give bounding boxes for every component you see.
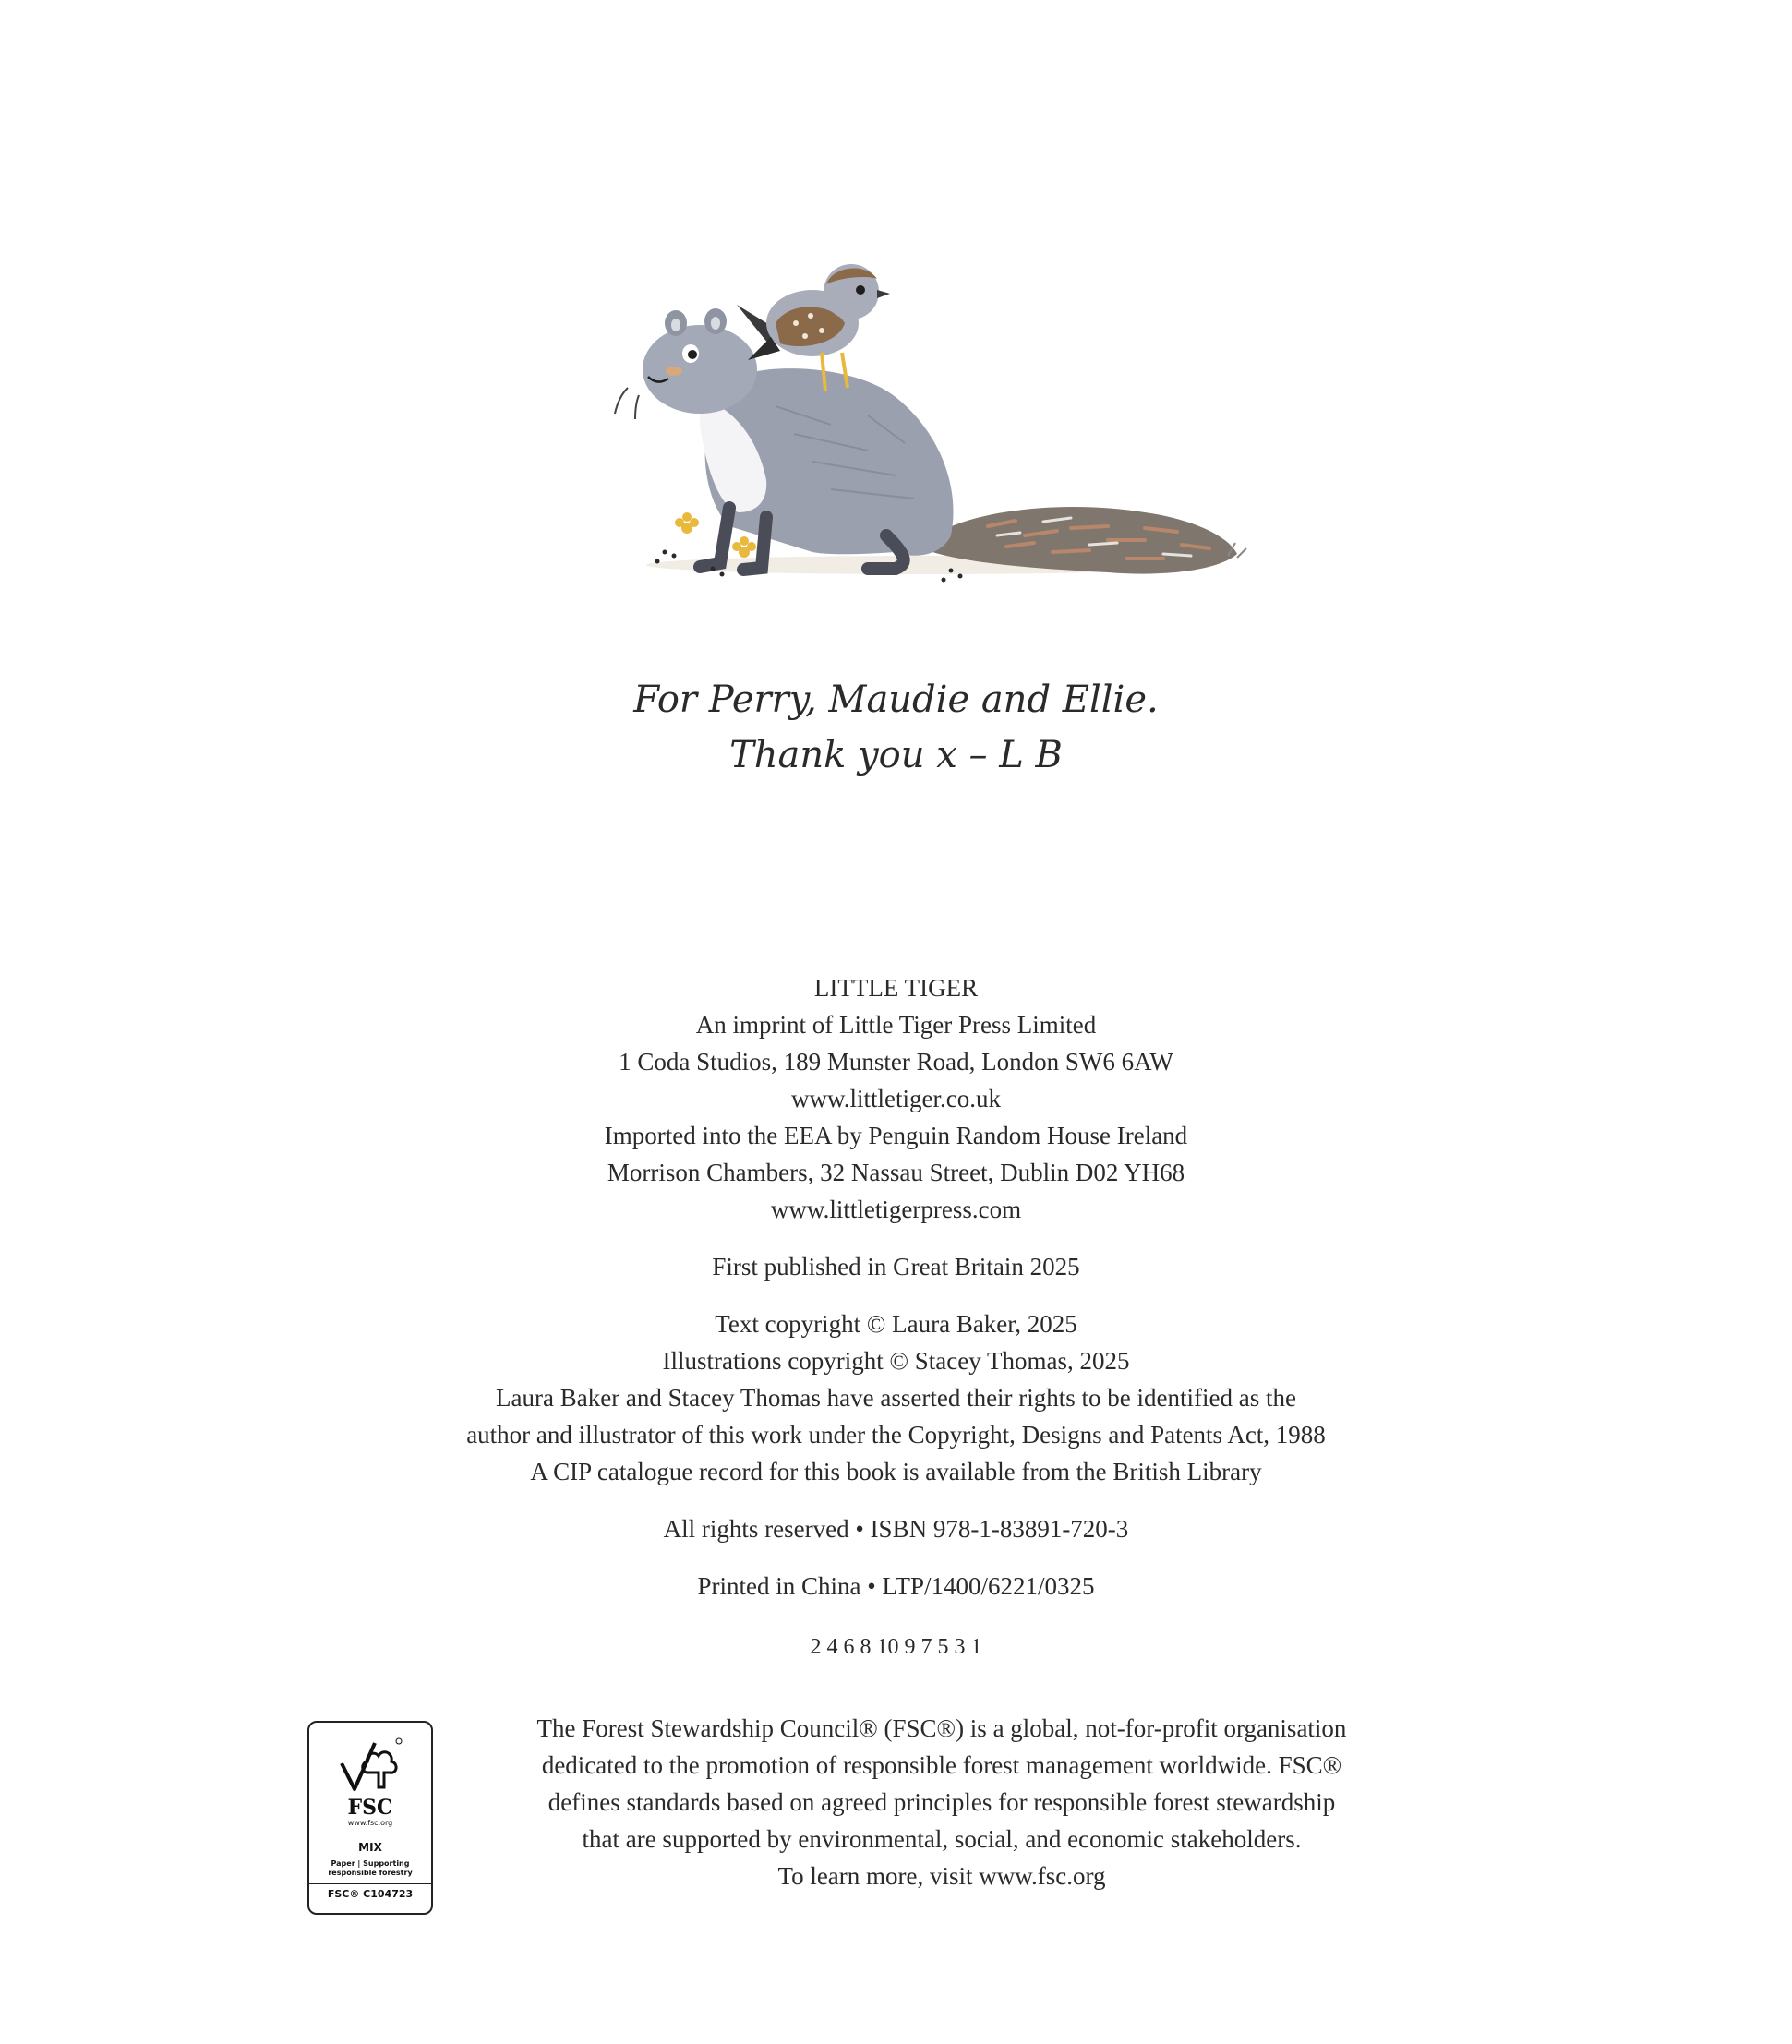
fsc-statement-line-5: To learn more, visit www.fsc.org <box>777 1862 1106 1890</box>
dedication <box>0 672 1792 783</box>
printed-line: Printed in China • LTP/1400/6221/0325 <box>697 1572 1095 1600</box>
publisher-website: www.littletigerpress.com <box>770 1196 1022 1223</box>
illustrations-copyright: Illustrations copyright © Stacey Thomas, 2025 <box>662 1347 1130 1375</box>
rights-line-2: author and illustrator of this work under the Copyright, Designs and Patents Act, 1988 <box>466 1421 1326 1449</box>
publisher-address: 1 Coda Studios, 189 Munster Road, London SW6 6AW <box>619 1048 1173 1076</box>
fsc-tree-check-icon <box>338 1736 403 1795</box>
fsc-logo <box>307 1721 433 1915</box>
fsc-logo-url: www.fsc.org <box>347 1819 393 1827</box>
publisher-name: LITTLE TIGER <box>813 974 979 1002</box>
first-published: First published in Great Britain 2025 <box>712 1253 1080 1281</box>
dedication-line-2: Thank you x – L B <box>729 734 1063 776</box>
fsc-paper-line-2: responsible forestry <box>328 1869 413 1877</box>
rights-line-1: Laura Baker and Stacey Thomas have asserted their rights to be identified as the <box>496 1384 1296 1412</box>
eea-address: Morrison Chambers, 32 Nassau Street, Dublin D02 YH68 <box>607 1159 1185 1186</box>
fsc-mix-label: MIX <box>358 1841 382 1854</box>
text-copyright: Text copyright © Laura Baker, 2025 <box>715 1310 1077 1338</box>
fsc-statement <box>480 1710 1403 1894</box>
fsc-statement-line-4: that are supported by environmental, social, and economic stakeholders. <box>582 1825 1302 1853</box>
dedication-line-1: For Perry, Maudie and Ellie. <box>633 679 1159 721</box>
isbn-line: All rights reserved • ISBN 978-1-83891-720-3 <box>663 1515 1129 1543</box>
fsc-statement-line-3: defines standards based on agreed principles for responsible forest stewardship <box>547 1788 1336 1816</box>
publisher-website-uk: www.littletiger.co.uk <box>791 1085 1001 1112</box>
imprint-block <box>0 969 1792 1665</box>
fsc-licence-code: FSC® C104723 <box>309 1883 431 1901</box>
fsc-paper-line-1: Paper | Supporting <box>331 1859 410 1868</box>
cip-record: A CIP catalogue record for this book is available from the British Library <box>530 1458 1262 1485</box>
squirrel-and-bird-illustration <box>591 259 1311 609</box>
fsc-word: FSC <box>347 1796 393 1820</box>
imprint-of: An imprint of Little Tiger Press Limited <box>695 1011 1097 1039</box>
print-run: 2 4 6 8 10 9 7 5 3 1 <box>810 1635 982 1659</box>
eea-importer: Imported into the EEA by Penguin Random House Ireland <box>604 1122 1188 1149</box>
fsc-statement-line-1: The Forest Stewardship Council® (FSC®) is a global, not-for-profit organisation <box>536 1714 1347 1742</box>
fsc-statement-line-2: dedicated to the promotion of responsible forest management worldwide. FSC® <box>541 1751 1342 1779</box>
